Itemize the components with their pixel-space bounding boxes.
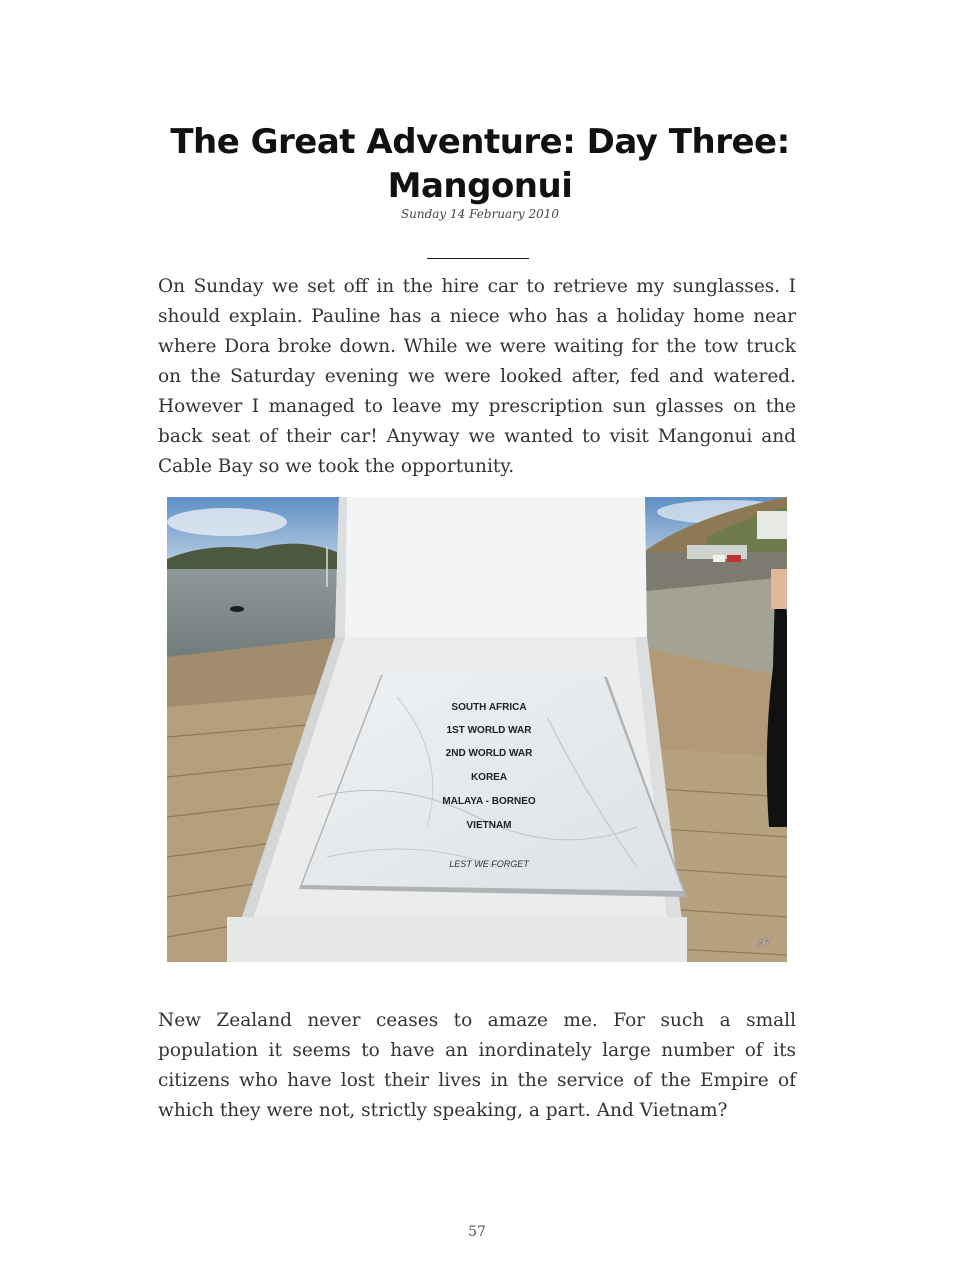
plaque-line: 1ST WORLD WAR xyxy=(446,725,532,736)
paragraph-intro: On Sunday we set off in the hire car to retrieve my sunglasses. I should explain. Pauline has a niece who has a holiday home near where Dora broke down. While we were waiting for the tow truck on the Saturday evening we were looked after, fed and watered. However I managed to leave my prescription sun glasses on the back seat of their car! Anyway we wanted to visit Mangonui and Cable Bay so we took the opportunity. xyxy=(158,276,796,477)
plaque-footer: LEST WE FORGET xyxy=(449,859,529,869)
page-number: 57 xyxy=(468,1224,486,1240)
page-title: The Great Adventure: Day Three: Mangonui xyxy=(170,122,790,206)
plaque-line: 2ND WORLD WAR xyxy=(445,748,533,759)
plaque-line: SOUTH AFRICA xyxy=(451,702,527,713)
photo-watermark: GB xyxy=(755,937,771,948)
paragraph-reflection: New Zealand never ceases to amaze me. For such a small population it seems to have an inordinately large number of its citizens who have lost their lives in the service of the Empire of which they were not, strictly speaking, a part. And Vietnam? xyxy=(158,1010,796,1121)
title-divider xyxy=(427,258,529,259)
article-date: Sunday 14 February 2010 xyxy=(400,207,560,221)
plaque-line: VIETNAM xyxy=(466,820,512,831)
plaque-line: KOREA xyxy=(470,772,508,783)
memorial-photo xyxy=(167,497,787,962)
plaque-line: MALAYA - BORNEO xyxy=(442,796,536,807)
